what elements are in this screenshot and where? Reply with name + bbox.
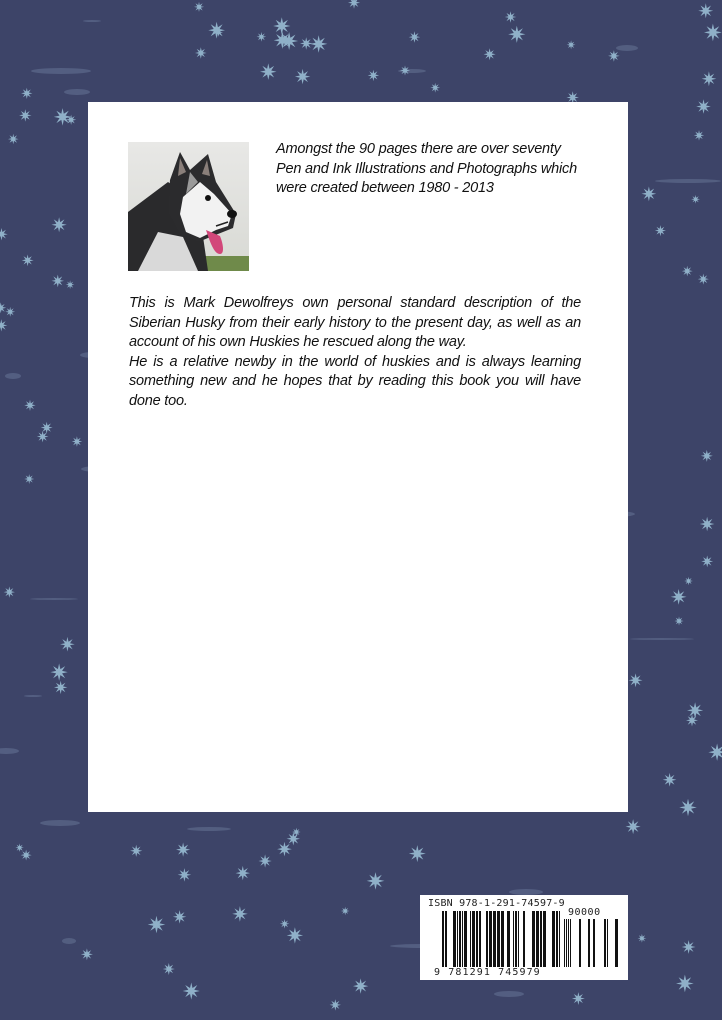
- star-decoration: [310, 35, 328, 53]
- barcode-bar: [453, 911, 456, 967]
- barcode-bar: [588, 919, 590, 967]
- texture-scuff: [30, 598, 78, 600]
- barcode-bar: [486, 911, 488, 967]
- star-decoration: [183, 983, 200, 1000]
- addon-barcode: [564, 919, 618, 967]
- barcode-bar: [464, 911, 467, 967]
- texture-scuff: [398, 69, 426, 73]
- star-decoration: [663, 773, 677, 787]
- star-decoration: [572, 992, 585, 1005]
- description-text: [129, 294, 581, 411]
- texture-scuff: [83, 20, 101, 22]
- barcode-bar: [518, 911, 519, 967]
- texture-scuff: [187, 827, 231, 831]
- barcode-bar: [604, 919, 606, 967]
- barcode-digits: 9 781291 745979: [434, 967, 541, 978]
- texture-scuff: [616, 45, 638, 51]
- star-decoration: [21, 850, 32, 861]
- barcode-bar: [540, 911, 542, 967]
- husky-photo: [128, 142, 249, 271]
- texture-scuff: [62, 938, 76, 944]
- star-decoration: [195, 47, 207, 59]
- star-decoration: [704, 24, 722, 42]
- barcode-bar: [501, 911, 504, 967]
- barcode-bar: [536, 911, 539, 967]
- barcode-bar: [507, 911, 510, 967]
- texture-scuff: [5, 373, 21, 379]
- star-decoration: [176, 843, 190, 857]
- star-decoration: [698, 274, 709, 285]
- star-decoration: [505, 11, 517, 22]
- star-decoration: [409, 845, 426, 862]
- description-paragraph: This is Mark Dewolfreys own personal standard description of the Siberian Husky from their early history to the present day, as well as an account of his own Huskies he rescued along the way.: [129, 295, 581, 350]
- star-decoration: [676, 975, 694, 993]
- text-panel: [88, 102, 628, 812]
- texture-scuff: [40, 820, 80, 826]
- star-decoration: [214, 28, 223, 37]
- barcode-bar: [459, 911, 461, 967]
- intro-line: were created between 1980 - 2013: [276, 180, 494, 196]
- isbn-label: ISBN 978-1-291-74597-9: [428, 898, 565, 909]
- barcode-label: [420, 895, 628, 980]
- star-decoration: [287, 927, 303, 943]
- description-paragraph: He is a relative newby in the world of huskies and is always learning something new and he hopes that by reading this book you will have done too.: [129, 353, 581, 409]
- star-decoration: [629, 673, 643, 687]
- star-decoration: [257, 32, 267, 42]
- barcode-bar: [615, 919, 618, 967]
- barcode-bar: [552, 911, 555, 967]
- intro-line: Amongst the 90 pages there are over seventy: [276, 141, 561, 157]
- star-decoration: [626, 819, 641, 834]
- barcode-bar: [493, 911, 496, 967]
- star-decoration: [701, 556, 713, 568]
- barcode-bar: [489, 911, 492, 967]
- star-decoration: [682, 940, 696, 954]
- texture-scuff: [31, 68, 91, 74]
- barcode-bar: [566, 919, 567, 967]
- star-decoration: [19, 109, 31, 121]
- texture-scuff: [64, 89, 90, 95]
- barcode-bar: [532, 911, 535, 967]
- barcode-bar: [579, 919, 581, 967]
- barcode-bar: [593, 919, 595, 967]
- barcode-bar: [462, 911, 463, 967]
- barcode-bar: [476, 911, 478, 967]
- barcode-bar: [513, 911, 514, 967]
- barcode-bar: [543, 911, 546, 967]
- barcode-bar: [607, 919, 608, 967]
- star-decoration: [608, 50, 620, 62]
- barcode-bar: [568, 919, 569, 967]
- texture-scuff: [24, 695, 42, 697]
- barcode-bar: [457, 911, 458, 967]
- star-decoration: [8, 134, 19, 145]
- star-decoration: [236, 866, 250, 880]
- barcode-bar: [472, 911, 475, 967]
- intro-line: Pen and Ink Illustrations and Photographs which: [276, 160, 577, 177]
- star-decoration: [367, 872, 385, 890]
- barcode-bar: [523, 911, 525, 967]
- barcode-bar: [470, 911, 471, 967]
- barcode-bar: [497, 911, 500, 967]
- star-decoration: [675, 617, 684, 626]
- star-decoration: [66, 115, 76, 125]
- texture-scuff: [630, 638, 694, 640]
- barcode-bar: [556, 911, 558, 967]
- intro-text: [276, 140, 606, 199]
- texture-scuff: [494, 991, 524, 997]
- barcode-bar: [445, 911, 447, 967]
- barcode-bar: [559, 911, 560, 967]
- price-addon-number: 90000: [568, 907, 601, 918]
- star-decoration: [353, 978, 368, 993]
- star-decoration: [679, 799, 697, 817]
- barcode-bar: [442, 911, 444, 967]
- barcode-bar: [515, 911, 517, 967]
- barcode-bar: [479, 911, 481, 967]
- star-decoration: [698, 3, 713, 18]
- barcode-bar: [564, 919, 565, 967]
- star-decoration: [430, 83, 440, 93]
- star-decoration: [130, 845, 142, 857]
- isbn-barcode: [442, 911, 560, 967]
- barcode-bar: [570, 919, 571, 967]
- texture-scuff: [655, 179, 721, 183]
